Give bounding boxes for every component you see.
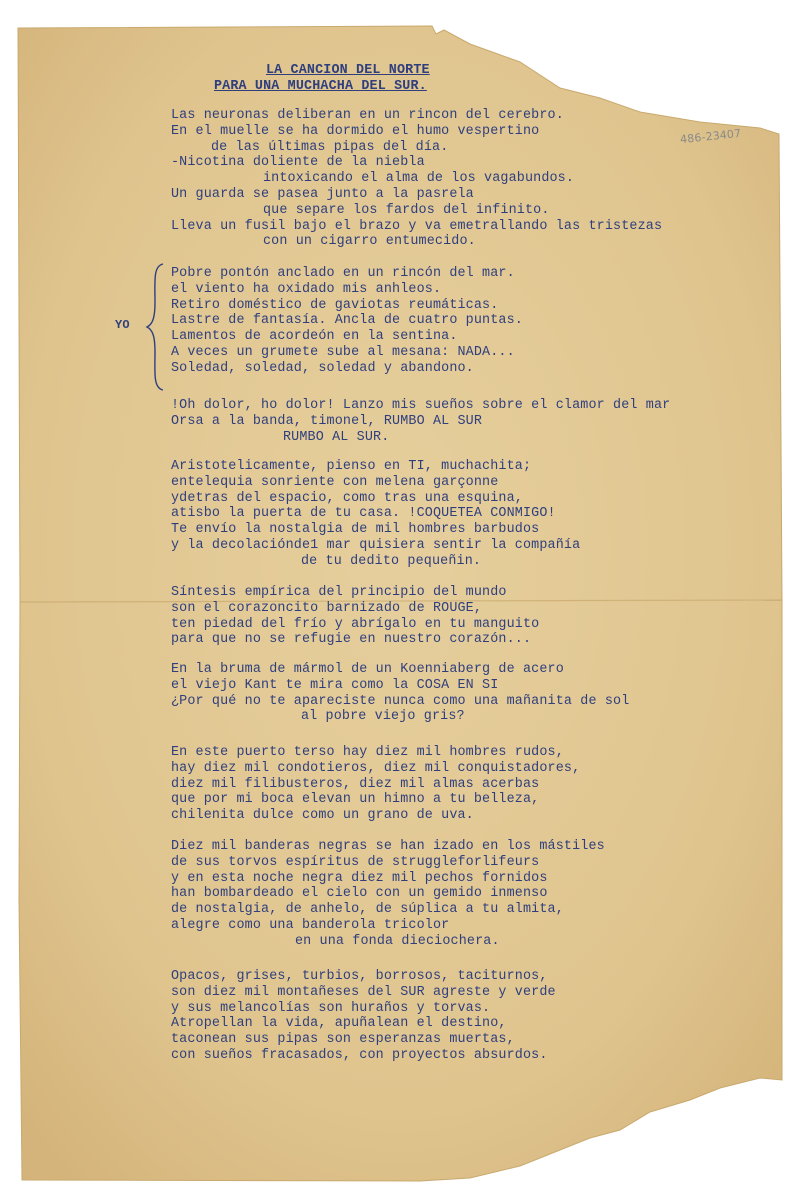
poem-line: ydetras del espacio, como tras una esquina, — [171, 490, 523, 506]
poem-line: Diez mil banderas negras se han izado en los mástiles — [171, 839, 605, 854]
poem-line: hay diez mil condotieros, diez mil conquistadores, — [171, 760, 581, 776]
poem-line: que separe los fardos del infinito. — [263, 202, 550, 218]
poem-line: el viento ha oxidado mis anhleos. — [171, 281, 442, 297]
poem-line: el viejo Kant te mira como la COSA EN SI — [171, 677, 499, 693]
poem-line: En el muelle se ha dormido el humo vespertino — [171, 123, 540, 139]
poem-line: En la bruma de mármol de un Koenniaberg de acero — [171, 662, 564, 677]
poem-line: intoxicando el alma de los vagabundos. — [263, 171, 575, 187]
poem-line: Soledad, soledad, soledad y abandono. — [171, 360, 474, 376]
poem-line: en una fonda dieciochera. — [295, 933, 500, 949]
poem-line: Lamentos de acordeón en la sentina. — [171, 329, 458, 345]
poem-line: son el corazoncito barnizado de ROUGE, — [171, 600, 483, 616]
poem-line: !Oh dolor, ho dolor! Lanzo mis sueños sobre el clamor del mar — [171, 398, 671, 413]
poem-line: entelequia sonriente con melena garçonne — [171, 474, 499, 490]
poem-line: con un cigarro entumecido. — [263, 234, 476, 250]
archive-number-annotation: 486-23407 — [679, 126, 742, 147]
poem-line: A veces un grumete sube al mesana: NADA... — [171, 345, 515, 360]
poem-line: Aristotelicamente, pienso en TI, muchachita; — [171, 459, 532, 474]
poem-line: Retiro doméstico de gaviotas reumáticas. — [171, 297, 499, 313]
poem-line: que por mi boca elevan un himno a tu belleza, — [171, 792, 540, 808]
poem-line: Lastre de fantasía. Ancla de cuatro puntas. — [171, 313, 523, 329]
poem-line: con sueños fracasados, con proyectos absurdos. — [171, 1048, 548, 1063]
poem-line: alegre como una banderola tricolor — [171, 918, 450, 933]
poem-line: son diez mil montañeses del SUR agreste y verde — [171, 984, 556, 1000]
poem-line: ¿Por qué no te apareciste nunca como una mañanita de sol — [171, 693, 630, 709]
poem-line: Lleva un fusil bajo el brazo y va emetrallando las tristezas — [171, 218, 663, 234]
curly-brace — [145, 262, 167, 392]
poem-line: Te envío la nostalgia de mil hombres barbudos — [171, 522, 540, 538]
poem-line: Síntesis empírica del principio del mundo — [171, 585, 507, 600]
poem-line: y la decolaciónde1 mar quisiera sentir la compañía — [171, 538, 581, 553]
poem-line: Atropellan la vida, apuñalean el destino, — [171, 1016, 507, 1032]
poem-line: chilenita dulce como un grano de uva. — [171, 808, 474, 824]
poem-line: Un guarda se pasea junto a la pasrela — [171, 187, 474, 202]
poem-title-line-1: LA CANCION DEL NORTE — [266, 63, 430, 78]
poem-line: de sus torvos espíritus de struggleforlifeurs — [171, 854, 540, 870]
poem-line: han bombardeado el cielo con un gemido inmenso — [171, 886, 548, 902]
poem-line: Opacos, grises, turbios, borrosos, taciturnos, — [171, 969, 548, 984]
poem-line: Orsa a la banda, timonel, RUMBO AL SUR — [171, 413, 483, 429]
poem-line: y en esta noche negra diez mil pechos fornidos — [171, 870, 548, 886]
poem-line: En este puerto terso hay diez mil hombres rudos, — [171, 745, 564, 760]
poem-line: RUMBO AL SUR. — [283, 429, 390, 445]
poem-title-line-2: PARA UNA MUCHACHA DEL SUR. — [214, 79, 427, 94]
side-label-yo: YO — [115, 318, 130, 332]
poem-line: Pobre pontón anclado en un rincón del mar. — [171, 266, 515, 281]
poem-line: de las últimas pipas del día. — [211, 139, 449, 155]
poem-line: al pobre viejo gris? — [301, 709, 465, 725]
poem-line: y sus melancolías son huraños y torvas. — [171, 1000, 491, 1016]
poem-line: de nostalgia, de anhelo, de súplica a tu almita, — [171, 902, 564, 918]
poem-line: -Nicotina doliente de la niebla — [171, 155, 425, 171]
poem-line: taconean sus pipas son esperanzas muertas, — [171, 1032, 515, 1048]
poem-line: ten piedad del frío y abrígalo en tu manguito — [171, 616, 540, 632]
poem-line: de tu dedito pequeñin. — [301, 553, 482, 569]
poem-line: para que no se refugie en nuestro corazón... — [171, 632, 532, 648]
poem-line: diez mil filibusteros, diez mil almas acerbas — [171, 776, 540, 792]
poem-line: atisbo la puerta de tu casa. !COQUETEA CONMIGO! — [171, 506, 556, 522]
poem-line: Las neuronas deliberan en un rincon del cerebro. — [171, 108, 564, 123]
